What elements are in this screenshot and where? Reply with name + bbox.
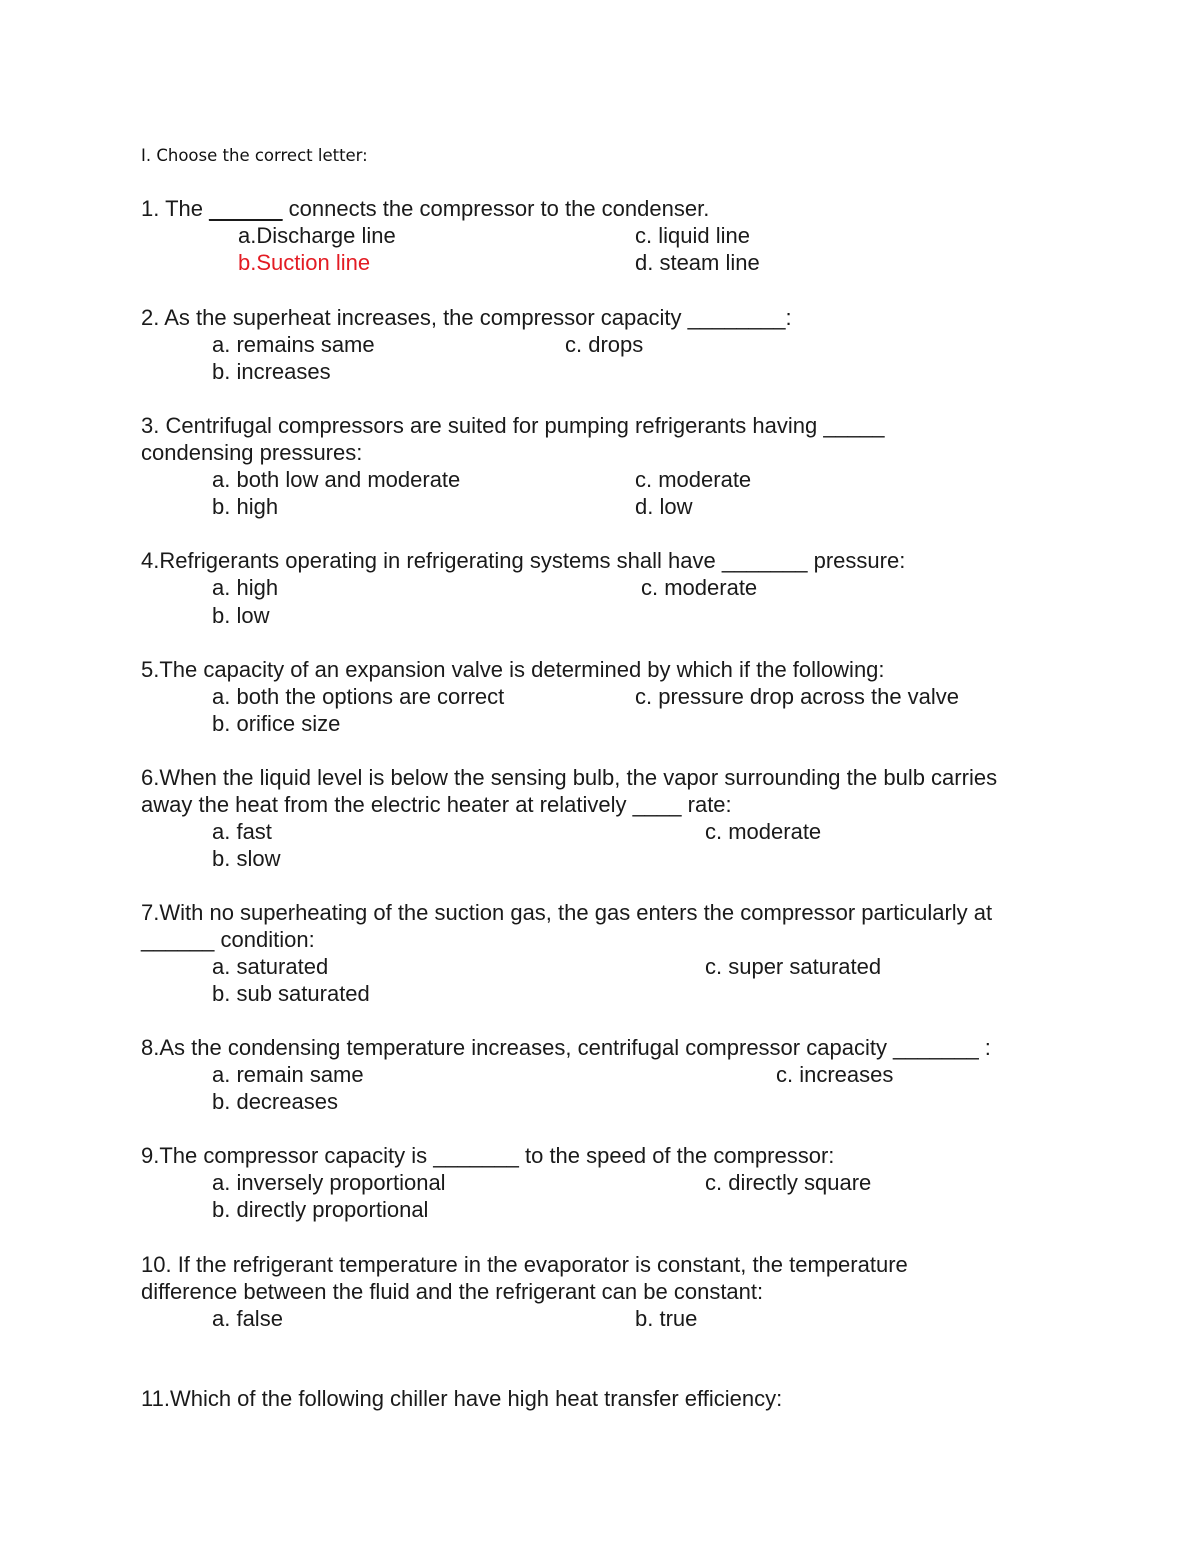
question-6-option-b: b. slow — [212, 846, 281, 871]
question-4-prompt: 4.Refrigerants operating in refrigerating systems shall have _______ pressure: — [141, 548, 906, 573]
question-6-prompt-line-1: 6.When the liquid level is below the sensing bulb, the vapor surrounding the bulb carries — [141, 765, 998, 790]
question-7-option-b: b. sub saturated — [212, 981, 370, 1006]
question-7-prompt-line-1: 7.With no superheating of the suction gas, the gas enters the compressor particularly at — [141, 900, 993, 925]
question-3-option-a: a. both low and moderate — [212, 467, 461, 492]
question-1-blank: ______ — [209, 196, 283, 221]
question-11-prompt: 11.Which of the following chiller have high heat transfer efficiency: — [141, 1386, 783, 1411]
question-5-prompt: 5.The capacity of an expansion valve is determined by which if the following: — [141, 657, 885, 682]
question-4-option-b: b. low — [212, 603, 270, 628]
question-2-prompt: 2. As the superheat increases, the compressor capacity ________: — [141, 305, 792, 330]
question-9-prompt: 9.The compressor capacity is _______ to the speed of the compressor: — [141, 1143, 835, 1168]
question-9-option-c: c. directly square — [705, 1170, 872, 1195]
question-5-option-c: c. pressure drop across the valve — [635, 684, 960, 709]
question-3-option-c: c. moderate — [635, 467, 752, 492]
question-1-prompt-end: connects the compressor to the condenser. — [282, 196, 710, 221]
question-1-prompt — [141, 196, 709, 222]
section-heading: I. Choose the correct letter: — [141, 146, 368, 165]
question-1-option-b-highlighted: b.Suction line — [238, 250, 371, 275]
question-1-prompt-start: 1. The — [141, 196, 210, 221]
question-7-prompt-line-2: ______ condition: — [141, 927, 315, 952]
question-5-option-b: b. orifice size — [212, 711, 341, 736]
question-10-option-a: a. false — [212, 1306, 283, 1331]
question-1-option-c: c. liquid line — [635, 223, 750, 248]
question-10-prompt-line-1: 10. If the refrigerant temperature in the evaporator is constant, the temperature — [141, 1252, 908, 1277]
question-8-option-b: b. decreases — [212, 1089, 338, 1114]
question-8-option-a: a. remain same — [212, 1062, 364, 1087]
question-1-option-a: a.Discharge line — [238, 223, 396, 248]
question-2-option-a: a. remains same — [212, 332, 375, 357]
question-10-option-b: b. true — [635, 1306, 698, 1331]
question-8-option-c: c. increases — [776, 1062, 894, 1087]
question-4-option-a: a. high — [212, 575, 279, 600]
question-8-prompt: 8.As the condensing temperature increases, centrifugal compressor capacity _______ : — [141, 1035, 991, 1060]
question-4-option-c: c. moderate — [641, 575, 758, 600]
question-5-option-a: a. both the options are correct — [212, 684, 505, 709]
question-7-option-a: a. saturated — [212, 954, 329, 979]
question-6-prompt-line-2: away the heat from the electric heater at relatively ____ rate: — [141, 792, 732, 817]
question-7-option-c: c. super saturated — [705, 954, 882, 979]
question-1-option-d: d. steam line — [635, 250, 760, 275]
question-6-option-a: a. fast — [212, 819, 272, 844]
question-9-option-b: b. directly proportional — [212, 1197, 429, 1222]
question-3-option-d: d. low — [635, 494, 693, 519]
question-3-option-b: b. high — [212, 494, 279, 519]
question-3-prompt-line-2: condensing pressures: — [141, 440, 363, 465]
question-2-option-c: c. drops — [565, 332, 644, 357]
question-10-prompt-line-2: difference between the fluid and the refrigerant can be constant: — [141, 1279, 764, 1304]
question-9-option-a: a. inversely proportional — [212, 1170, 446, 1195]
question-6-option-c: c. moderate — [705, 819, 822, 844]
question-2-option-b: b. increases — [212, 359, 331, 384]
question-3-prompt-line-1: 3. Centrifugal compressors are suited for pumping refrigerants having _____ — [141, 413, 885, 438]
